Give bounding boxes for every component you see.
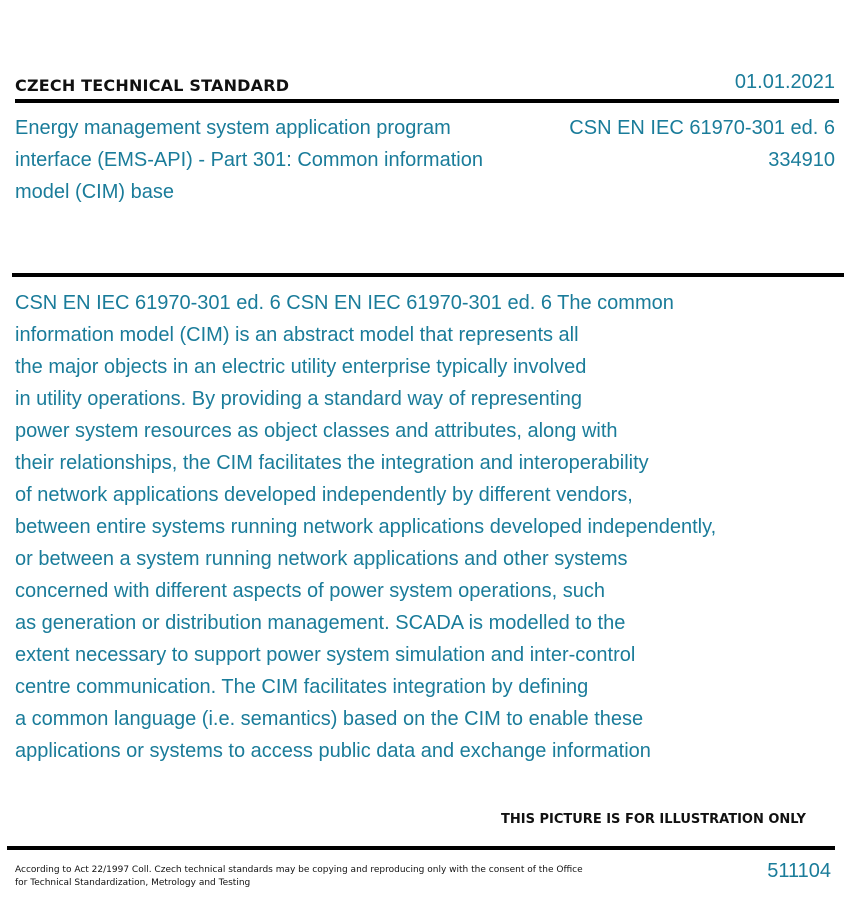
standard-title: Energy management system application program interface (EMS-API) - Part 301: Common information model (CIM) base: [15, 117, 483, 203]
abstract-line: between entire systems running network applications developed independently,: [15, 516, 717, 538]
publication-date: 01.01.2021: [734, 71, 835, 93]
abstract-line: in utility operations. By providing a standard way of representing: [15, 388, 582, 410]
abstract-line: concerned with different aspects of power system operations, such: [15, 580, 605, 602]
standard-code: CSN EN IEC 61970-301 ed. 6: [569, 117, 835, 139]
abstract-line: of network applications developed independently by different vendors,: [15, 484, 633, 506]
abstract-line: a common language (i.e. semantics) based on the CIM to enable these: [15, 708, 644, 730]
abstract-line: or between a system running network applications and other systems: [15, 548, 628, 570]
illustration-disclaimer: THIS PICTURE IS FOR ILLUSTRATION ONLY: [501, 812, 806, 827]
abstract-line: as generation or distribution management. SCADA is modelled to the: [15, 612, 626, 634]
standard-codes: [569, 112, 835, 176]
class-number: 334910: [768, 149, 835, 171]
footer-rule: [7, 846, 835, 850]
abstract-line: power system resources as object classes and attributes, along with: [15, 420, 618, 442]
standard-type-label: CZECH TECHNICAL STANDARD: [15, 76, 290, 95]
legal-notice-line: for Technical Standardization, Metrology and Testing: [15, 878, 251, 888]
abstract-line: applications or systems to access public data and exchange information: [15, 740, 651, 762]
legal-notice-line: According to Act 22/1997 Coll. Czech technical standards may be copying and reproducing only with the consent of the Office: [15, 865, 583, 875]
catalog-number: 511104: [767, 860, 831, 882]
abstract-text: [15, 287, 815, 767]
abstract-line: CSN EN IEC 61970-301 ed. 6 CSN EN IEC 61970-301 ed. 6 The common: [15, 292, 674, 314]
abstract-line: extent necessary to support power system simulation and inter-control: [15, 644, 636, 666]
abstract-line: centre communication. The CIM facilitates integration by defining: [15, 676, 589, 698]
abstract-line: information model (CIM) is an abstract model that represents all: [15, 324, 579, 346]
header-rule: [15, 99, 839, 103]
abstract-line: their relationships, the CIM facilitates the integration and interoperability: [15, 452, 649, 474]
legal-notice: [15, 864, 595, 890]
title-rule: [12, 273, 844, 277]
abstract-line: the major objects in an electric utility enterprise typically involved: [15, 356, 587, 378]
